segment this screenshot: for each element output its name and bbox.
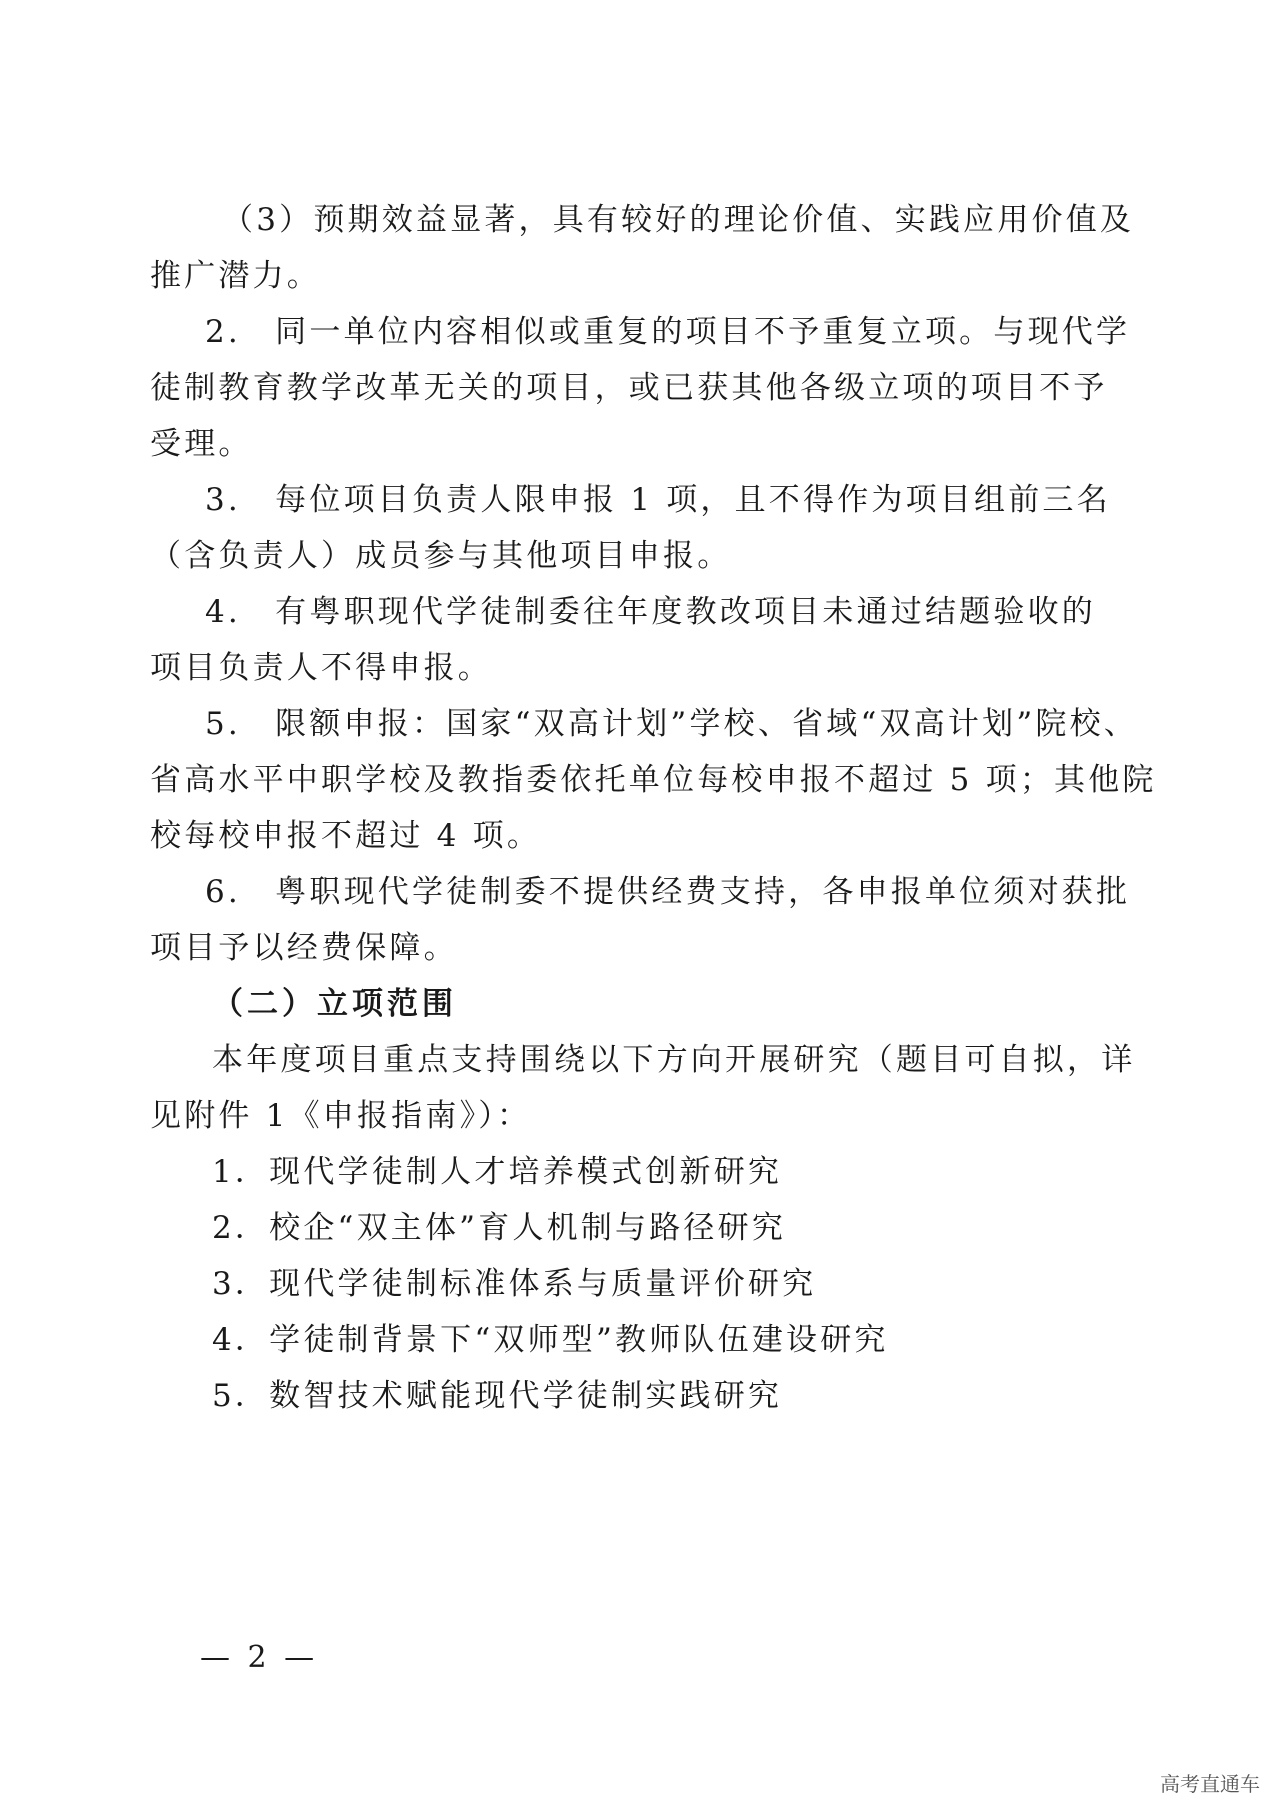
paragraph-line: 项目负责人不得申报。	[150, 650, 492, 686]
list-item-6-line: 6. 粤职现代学徒制委不提供经费支持，各申报单位须对获批	[205, 874, 1131, 910]
page-number: — 2 —	[200, 1640, 319, 1675]
direction-item: 4．学徒制背景下“双师型”教师队伍建设研究	[212, 1322, 889, 1358]
direction-item: 3．现代学徒制标准体系与质量评价研究	[212, 1266, 817, 1302]
paragraph-line: （含负责人）成员参与其他项目申报。	[150, 538, 732, 574]
paragraph-line: 受理。	[150, 426, 253, 462]
paragraph-line: （3）预期效益显著，具有较好的理论价值、实践应用价值及	[222, 202, 1135, 238]
list-item-2-line: 2. 同一单位内容相似或重复的项目不予重复立项。与现代学	[205, 314, 1131, 350]
paragraph-line: 省高水平中职学校及教指委依托单位每校申报不超过 5 项；其他院	[150, 762, 1157, 798]
direction-item: 5．数智技术赋能现代学徒制实践研究	[212, 1378, 783, 1414]
watermark: 高考直通车	[1160, 1772, 1260, 1796]
paragraph-line: 推广潜力。	[150, 258, 321, 294]
direction-item: 2．校企“双主体”育人机制与路径研究	[212, 1210, 787, 1246]
list-item-4-line: 4. 有粤职现代学徒制委往年度教改项目未通过结题验收的	[205, 594, 1096, 630]
list-item-5-line: 5. 限额申报：国家“双高计划”学校、省域“双高计划”院校、	[205, 706, 1138, 742]
paragraph-line: 见附件 1《申报指南》）：	[150, 1098, 532, 1134]
direction-item: 1．现代学徒制人才培养模式创新研究	[212, 1154, 783, 1190]
paragraph-line: 本年度项目重点支持围绕以下方向开展研究（题目可自拟，详	[212, 1042, 1136, 1078]
paragraph-line: 校每校申报不超过 4 项。	[150, 818, 542, 854]
paragraph-line: 徒制教育教学改革无关的项目，或已获其他各级立项的项目不予	[150, 370, 1108, 406]
list-item-3-line: 3. 每位项目负责人限申报 1 项，且不得作为项目组前三名	[205, 482, 1111, 518]
paragraph-line: 项目予以经费保障。	[150, 930, 458, 966]
section-heading: （二）立项范围	[212, 986, 457, 1022]
